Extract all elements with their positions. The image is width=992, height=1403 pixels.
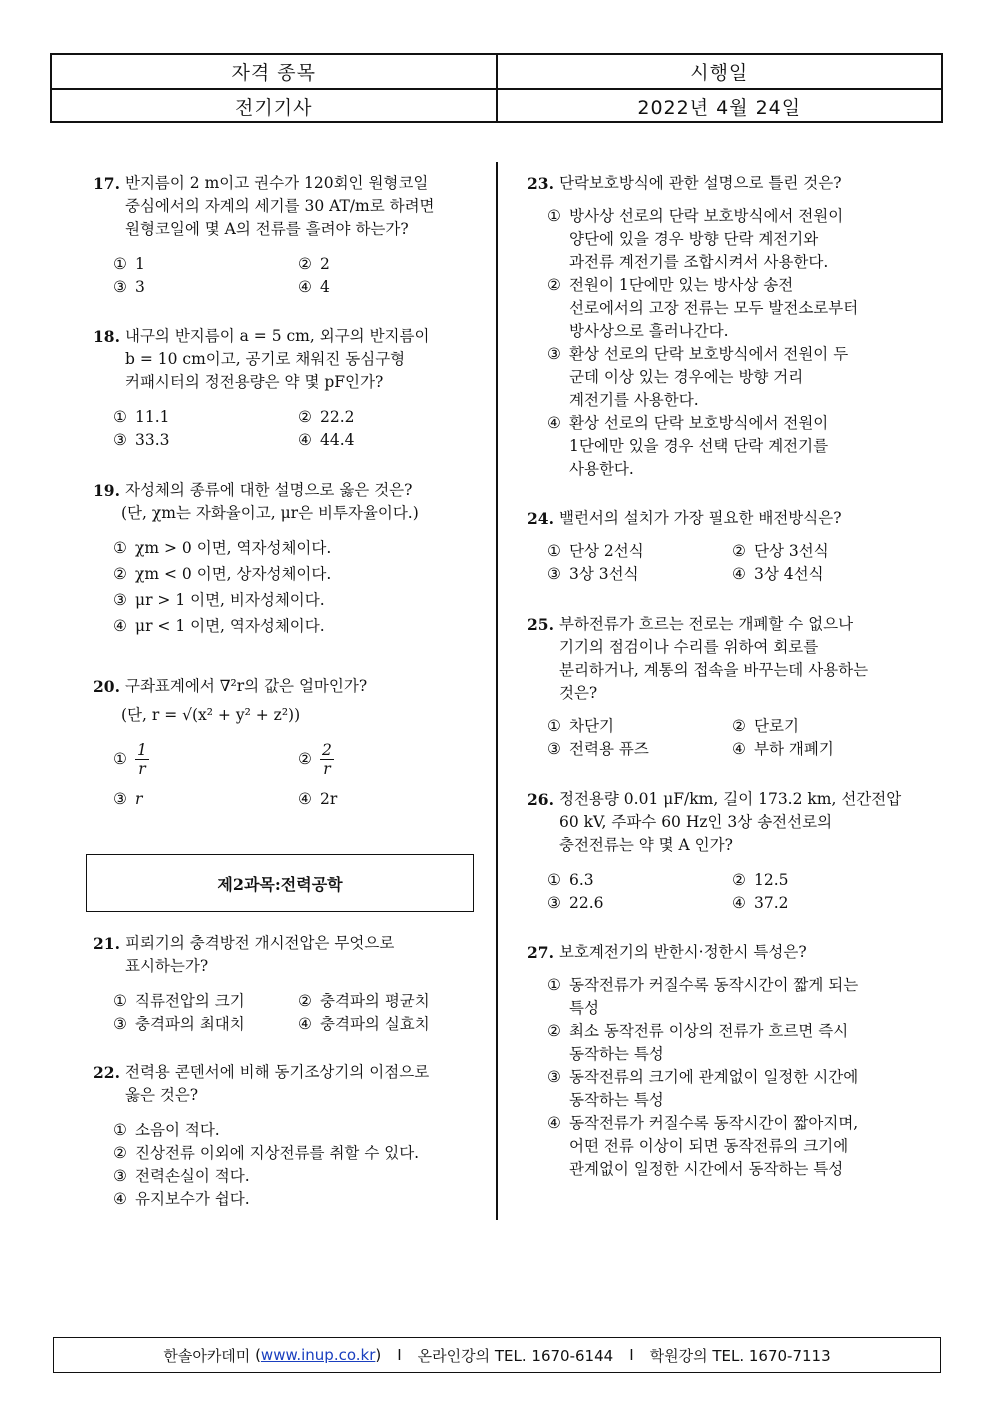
question-18 [93, 325, 483, 452]
option-4: ④ 유지보수가 쉽다. [113, 1190, 250, 1208]
option-4: ④ 충격파의 실효치 [298, 1015, 430, 1033]
question-number: 23. [527, 174, 554, 193]
option-1: ① $\frac{1}{r}$ [113, 741, 147, 778]
question-number: 27. [527, 943, 554, 962]
question-stem: 자성체의 종류에 대한 설명으로 옳은 것은? [124, 481, 413, 499]
option-1: ① 6.3 [547, 871, 594, 889]
option-2: ② $\frac{2}{r}$ [298, 741, 332, 778]
option-1: ① 동작전류가 커질수록 동작시간이 짧게 되는 특성 [547, 976, 859, 1017]
option-1: ① 11.1 [113, 408, 170, 426]
option-3: ③ 환상 선로의 단락 보호방식에서 전원이 두 군데 이상 있는 경우에는 방향 거리 계전기를 사용한다. [547, 345, 849, 409]
option-3: ③ 3 [113, 278, 145, 296]
option-4: ④ μr < 1 이면, 역자성체이다. [113, 617, 325, 635]
option-1: ① 1 [113, 255, 145, 273]
question-24 [527, 507, 917, 586]
question-22 [93, 1061, 483, 1211]
label-subject: 자격 종목 [231, 62, 316, 84]
question-number: 20. [93, 677, 120, 696]
question-number: 26. [527, 790, 554, 809]
option-1: ① 단상 2선식 [547, 542, 644, 560]
question-stem: 단락보호방식에 관한 설명으로 틀린 것은? [558, 174, 842, 192]
footer-bar: 한솔아카데미 ( www.inup.co.kr ) I 온라인강의 TEL. 1670-6144 I 학원강의 TEL. 1670-7113 [53, 1337, 941, 1373]
option-3: ③ 33.3 [113, 431, 170, 449]
question-21 [93, 932, 483, 1036]
option-2: ② 충격파의 평균치 [298, 992, 430, 1010]
question-number: 25. [527, 615, 554, 634]
question-number: 17. [93, 174, 120, 193]
question-20 [93, 675, 483, 811]
question-number: 18. [93, 327, 120, 346]
exam-subject: 전기기사 [235, 97, 313, 119]
option-2: ② 최소 동작전류 이상의 전류가 흐르면 즉시 동작하는 특성 [547, 1022, 849, 1063]
option-3: ③ r [113, 790, 143, 808]
question-stem: 보호계전기의 반한시·정한시 특성은? [558, 943, 807, 961]
question-number: 19. [93, 481, 120, 500]
option-4: ④ 44.4 [298, 431, 355, 449]
footer-offline-phone: 학원강의 TEL. 1670-7113 [649, 1346, 831, 1365]
option-4: ④ 4 [298, 278, 330, 296]
option-4: ④ 동작전류가 커질수록 동작시간이 짧아지며, 어떤 전류 이상이 되면 동작전류의 크기에 관계없이 일정한 시간에서 동작하는 특성 [547, 1114, 859, 1178]
option-1: ① 방사상 선로의 단락 보호방식에서 전원이 양단에 있을 경우 방향 단락 계전기와 과전류 계전기를 조합시켜서 사용한다. [547, 207, 844, 271]
option-3: ③ 3상 3선식 [547, 565, 639, 583]
header-value-row [52, 88, 941, 123]
option-2: ② 전원이 1단에만 있는 방사상 송전 선로에서의 고장 전류는 모두 발전소로부터 방사상으로 흘러나간다. [547, 276, 859, 340]
option-4: ④ 2r [298, 790, 338, 808]
option-2: ② 단상 3선식 [732, 542, 829, 560]
header-label-row [52, 55, 941, 88]
option-1: ① 소음이 적다. [113, 1121, 220, 1139]
option-1: ① χm > 0 이면, 역자성체이다. [113, 539, 332, 557]
question-23 [527, 172, 917, 481]
option-2: ② 22.2 [298, 408, 355, 426]
question-stem: 밸런서의 설치가 가장 필요한 배전방식은? [558, 509, 842, 527]
footer-separator: I [629, 1346, 634, 1364]
question-26 [527, 788, 917, 915]
fraction: $\frac{2}{r}$ [322, 741, 332, 778]
footer-online-phone: 온라인강의 TEL. 1670-6144 [417, 1346, 614, 1365]
exam-header-table [50, 53, 943, 123]
option-3: ③ 전력용 퓨즈 [547, 740, 649, 758]
question-stem: 내구의 반지름이 a = 5 cm, 외구의 반지름이 b = 10 cm이고, 공기로 채워진 동심구형 커패시터의 정전용량은 약 몇 pF인가? [124, 327, 430, 391]
option-1: ① 차단기 [547, 717, 614, 735]
exam-date: 2022년 4월 24일 [496, 90, 942, 123]
question-stem: 구좌표계에서 ∇²r의 값은 얼마인가? [124, 677, 368, 695]
question-stem: 전력용 콘덴서에 비해 동기조상기의 이점으로 옳은 것은? [124, 1063, 430, 1104]
section-title-box: 제2과목:전력공학 [86, 854, 474, 912]
option-2: ② 단로기 [732, 717, 799, 735]
option-4: ④ 37.2 [732, 894, 789, 912]
option-2: ② 진상전류 이외에 지상전류를 취할 수 있다. [113, 1144, 420, 1162]
footer-url-link[interactable]: www.inup.co.kr [260, 1346, 376, 1364]
question-19 [93, 479, 483, 641]
question-stem: 정전용량 0.01 μF/km, 길이 173.2 km, 선간전압 60 kV, 주파수 60 Hz인 3상 송전선로의 충전전류는 약 몇 A 인가? [558, 790, 902, 854]
option-4: ④ 3상 4선식 [732, 565, 824, 583]
question-number: 22. [93, 1063, 120, 1082]
question-stem: 부하전류가 흐르는 전로는 개폐할 수 없으나 기기의 점검이나 수리를 위하여 회로를 분리하거나, 계통의 접속을 바꾸는데 사용하는 것은? [558, 615, 869, 702]
question-number: 24. [527, 509, 554, 528]
question-27 [527, 941, 917, 1181]
question-stem: 피뢰기의 충격방전 개시전압은 무엇으로 표시하는가? [124, 934, 395, 975]
question-17 [93, 172, 483, 299]
question-note: (단, r = √(x² + y² + z²)) [121, 706, 301, 724]
option-2: ② χm < 0 이면, 상자성체이다. [113, 565, 332, 583]
option-2: ② 12.5 [732, 871, 789, 889]
question-25 [527, 613, 917, 761]
fraction: $\frac{1}{r}$ [137, 741, 147, 778]
option-4: ④ 부하 개폐기 [732, 740, 834, 758]
option-2: ② 2 [298, 255, 330, 273]
question-note: (단, χm는 자화율이고, μr은 비투자율이다.) [121, 504, 419, 522]
option-4: ④ 환상 선로의 단락 보호방식에서 전원이 1단에만 있을 경우 선택 단락 계전기를 사용한다. [547, 414, 829, 478]
option-3: ③ 22.6 [547, 894, 604, 912]
option-3: ③ 동작전류의 크기에 관계없이 일정한 시간에 동작하는 특성 [547, 1068, 859, 1109]
footer-separator: I [397, 1346, 402, 1364]
footer-brand: 한솔아카데미 [163, 1346, 251, 1365]
option-3: ③ 전력손실이 적다. [113, 1167, 250, 1185]
label-date: 시행일 [496, 55, 942, 88]
option-3: ③ 충격파의 최대치 [113, 1015, 245, 1033]
column-divider [496, 162, 498, 1220]
question-stem: 반지름이 2 m이고 권수가 120회인 원형코일 중심에서의 자계의 세기를 30 AT/m로 하려면 원형코일에 몇 A의 전류를 흘려야 하는가? [124, 174, 435, 238]
option-3: ③ μr > 1 이면, 비자성체이다. [113, 591, 325, 609]
question-number: 21. [93, 934, 120, 953]
option-1: ① 직류전압의 크기 [113, 992, 245, 1010]
